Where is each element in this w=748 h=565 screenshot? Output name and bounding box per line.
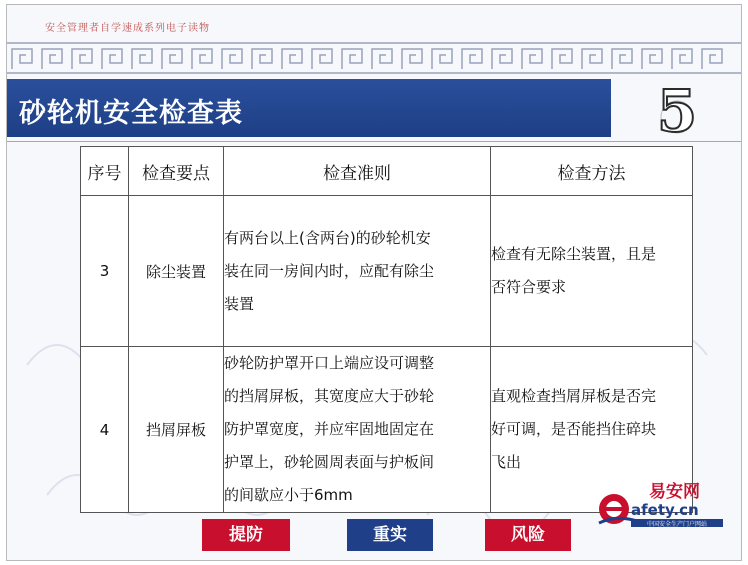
slide-frame (6, 4, 742, 561)
criterion-line: 的挡屑屏板，其宽度应大于砂轮 (224, 387, 435, 405)
table-row (81, 196, 693, 347)
row-index: 3 (81, 196, 129, 347)
header-cell-criterion: 检查准则 (224, 147, 491, 196)
risk-button[interactable]: 风险 (485, 519, 571, 551)
row-check-point: 除尘装置 (129, 196, 224, 347)
method-line: 否符合要求 (491, 278, 567, 296)
table-header-row (81, 147, 693, 196)
row-criterion (224, 196, 491, 347)
criterion-line: 护罩上，砂轮圆周表面与护板间 (224, 453, 435, 471)
safety-check-table (80, 146, 693, 513)
title-underline (7, 141, 741, 142)
method-line: 好可调，是否能挡住碎块 (491, 420, 657, 438)
criterion-line: 装置 (224, 294, 255, 313)
criterion-line: 的间歇应小于6mm (224, 486, 353, 504)
criterion-line: 防护罩宽度，并应牢固地固定在 (224, 420, 435, 438)
method-line: 直观检查挡屑屏板是否完 (491, 387, 657, 405)
criterion-line: 有两台以上(含两台)的砂轮机安 (224, 228, 431, 247)
site-logo (597, 479, 727, 529)
slide-number: 5 (656, 77, 698, 139)
greek-key-border (7, 39, 741, 77)
criterion-line: 装在同一房间内时，应配有除尘 (224, 261, 435, 280)
title-bar (7, 79, 611, 137)
prevent-button[interactable]: 提防 (202, 519, 290, 551)
criterion-line: 砂轮防护罩开口上端应设可调整 (224, 354, 435, 372)
slide-number-graphic (647, 77, 707, 139)
row-check-point: 挡屑屏板 (129, 347, 224, 513)
header-cell-check-point: 检查要点 (129, 147, 224, 196)
row-criterion (224, 347, 491, 513)
row-method (491, 196, 693, 347)
method-line: 检查有无除尘装置，且是 (491, 245, 657, 263)
header-cell-index: 序号 (81, 147, 129, 196)
emphasize-button[interactable]: 重实 (347, 519, 433, 551)
logo-cn-name: 易安网 (649, 482, 700, 502)
method-line: 飞出 (491, 453, 522, 471)
row-index: 4 (81, 347, 129, 513)
series-caption: 安全管理者自学速成系列电子读物 (45, 23, 210, 34)
logo-domain: afety.cn (631, 501, 699, 519)
logo-tagline: 中国安全生产门户网站 (646, 521, 708, 528)
page-title: 砂轮机安全检查表 (19, 98, 243, 129)
header-cell-method: 检查方法 (491, 147, 693, 196)
